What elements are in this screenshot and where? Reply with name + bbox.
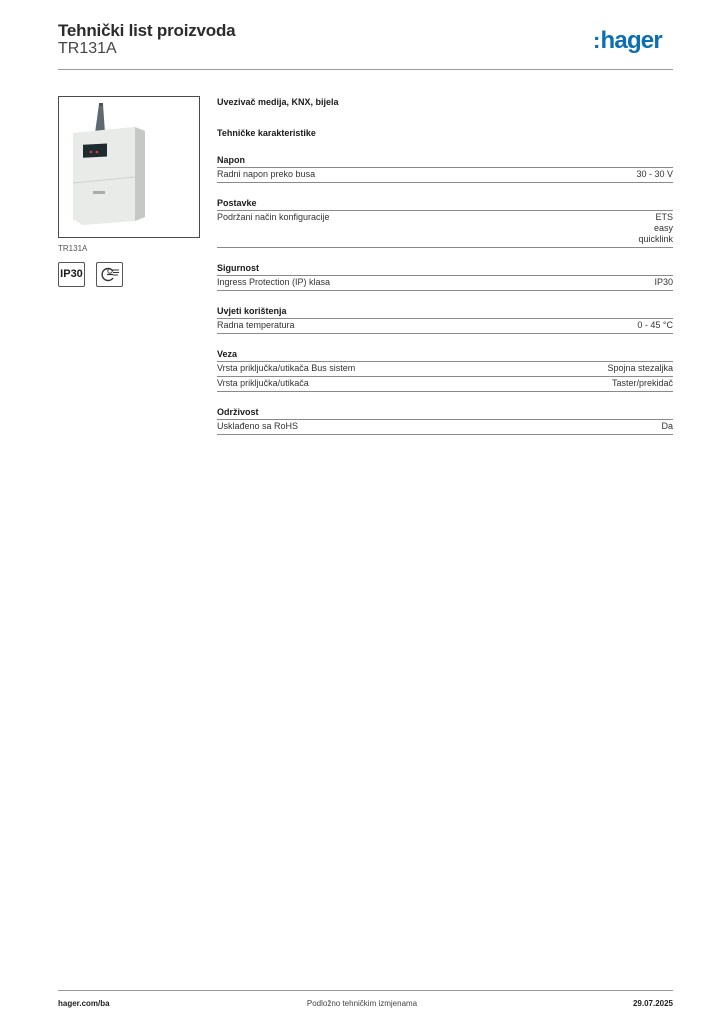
section-title: Postavke (217, 197, 673, 211)
spec-label: Ingress Protection (IP) klasa (217, 277, 331, 287)
footer-divider (58, 990, 673, 991)
spec-row (217, 377, 673, 392)
section-napon (217, 154, 673, 183)
product-caption: TR131A (58, 244, 88, 253)
product-code: TR131A (58, 40, 117, 57)
spec-row (217, 420, 673, 435)
section-title: Održivost (217, 406, 673, 420)
spec-value (661, 421, 673, 432)
spec-value-line: IP30 (654, 277, 673, 287)
footer-notice: Podložno tehničkim izmjenama (306, 999, 418, 1008)
spec-value (637, 320, 673, 331)
spec-value-line: quicklink (638, 234, 673, 244)
section-uvjeti-koristenja (217, 305, 673, 334)
section-odrzivost (217, 406, 673, 435)
spec-row (217, 168, 673, 183)
page-title: Tehnički list proizvoda (58, 21, 236, 40)
product-description: Uvezivač medija, KNX, bijela (217, 97, 339, 107)
spec-value-line: Spojna stezaljka (607, 363, 673, 373)
ip-rating-badge: IP30 (58, 262, 85, 287)
spec-label: Usklađeno sa RoHS (217, 421, 299, 431)
spec-value-line: easy (653, 223, 673, 233)
spec-label: Vrsta priključka/utikača Bus sistem (217, 363, 356, 373)
certification-icon (96, 262, 123, 287)
characteristics-heading: Tehničke karakteristike (217, 128, 316, 138)
section-title: Napon (217, 154, 673, 168)
spec-label: Vrsta priključka/utikača (217, 378, 309, 388)
spec-value (638, 212, 673, 245)
spec-value-line: ETS (655, 212, 673, 222)
spec-value-line: 0 - 45 °C (637, 320, 673, 330)
spec-value-line: 30 - 30 V (636, 169, 673, 179)
spec-value (607, 363, 673, 374)
footer-date: 29.07.2025 (632, 999, 673, 1008)
product-image (58, 96, 200, 238)
section-veza (217, 348, 673, 392)
spec-row (217, 362, 673, 377)
spec-label: Radna temperatura (217, 320, 295, 330)
footer-website-link[interactable]: hager.com/ba (58, 999, 110, 1008)
characteristics-panel (217, 96, 673, 435)
section-title: Sigurnost (217, 262, 673, 276)
hager-logo: :hager (593, 27, 662, 54)
section-title: Veza (217, 348, 673, 362)
section-sigurnost (217, 262, 673, 291)
spec-value (612, 378, 673, 389)
section-title: Uvjeti korištenja (217, 305, 673, 319)
spec-label: Podržani način konfiguracije (217, 212, 330, 222)
spec-value (636, 169, 673, 180)
section-postavke (217, 197, 673, 248)
spec-row (217, 276, 673, 291)
spec-row (217, 211, 673, 248)
spec-label: Radni napon preko busa (217, 169, 316, 179)
spec-value-line: Da (661, 421, 673, 431)
spec-value-line: Taster/prekidač (611, 378, 673, 388)
spec-value (654, 277, 673, 288)
spec-row (217, 319, 673, 334)
header-divider (58, 69, 673, 70)
